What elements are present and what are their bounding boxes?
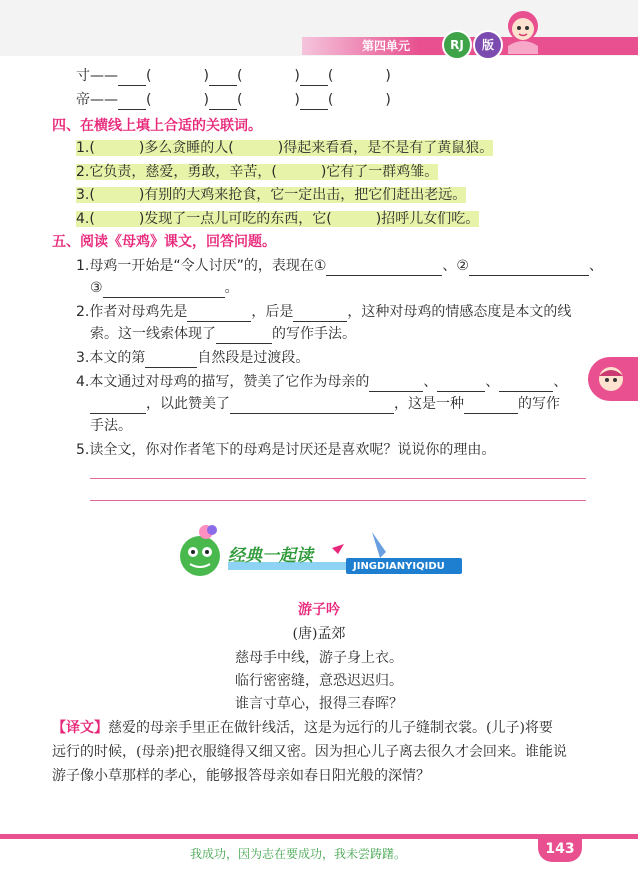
q2-line2: 索。这一线索体现了 的写作手法。 (90, 326, 356, 342)
footer-slogan: 我成功，因为志在要成功，我未尝踌躇。 (190, 847, 407, 861)
translation-line-2: 远行的时候，(母亲)把衣服缝得又细又密。因为担心儿子离去很久才会回来。谁能说 (52, 744, 567, 760)
mascot-face-icon (596, 364, 626, 394)
checker-decoration (546, 38, 638, 52)
answer-blank[interactable] (118, 93, 146, 110)
q4-line3: 手法。 (90, 418, 132, 434)
q5-line: 5.读全文，你对作者笔下的母鸡是讨厌还是喜欢呢？说说你的理由。 (76, 442, 496, 458)
answer-blank[interactable] (326, 259, 442, 276)
q1-line1: 1.母鸡一开始是“令人讨厌”的，表现在① 、② 、 (76, 258, 603, 274)
poem-line-3: 谁言寸草心，报得三春晖？ (235, 696, 403, 712)
sec4-item-1: 1.( )多么贪睡的人( )得起来看看，是不是有了黄鼠狼。 (76, 140, 494, 156)
paren-close: ) (385, 68, 391, 84)
paren-close: ) (385, 92, 391, 108)
paren-close: ) (294, 92, 300, 108)
paren-open: ( (236, 68, 243, 84)
reading-tag-title: 经典一起读 (228, 546, 313, 566)
answer-blank[interactable] (293, 305, 347, 322)
translation-line-1: 【译文】慈爱的母亲手里正在做针线活，这是为远行的儿子缝制衣裳。(儿子)将要 (52, 720, 553, 736)
section-4-title: 四、在横线上填上合适的关联词。 (52, 118, 262, 134)
q1-line2: ③ 。 (90, 280, 239, 296)
di-row (76, 90, 391, 110)
paren-open: ( (146, 68, 152, 84)
paren-open: ( (146, 92, 152, 108)
answer-blank[interactable] (300, 93, 328, 110)
edition-badge-rj: RJ (442, 30, 472, 60)
cun-char: 寸—— (76, 68, 118, 84)
sec4-item-4: 4.( )发现了一点儿可吃的东西，它( )招呼儿女们吃。 (76, 211, 480, 227)
sec4-item-3: 3.( )有别的大鸡来抢食，它一定出击，把它们赶出老远。 (76, 187, 467, 203)
poem-title: 游子吟 (298, 602, 340, 618)
answer-blank[interactable] (103, 281, 225, 298)
answer-blank[interactable] (499, 375, 553, 392)
unit-title: 第四单元 (362, 39, 411, 53)
paren-close: ) (203, 92, 209, 108)
answer-blank[interactable] (369, 375, 423, 392)
edition-badge-ban: 版 (473, 30, 503, 60)
answer-line-1[interactable] (90, 478, 586, 479)
answer-blank[interactable] (437, 375, 485, 392)
di-char: 帝—— (76, 92, 118, 108)
answer-blank[interactable] (216, 327, 272, 344)
page-number: 143 (538, 836, 582, 862)
answer-blank[interactable] (230, 397, 394, 414)
q4-line1: 4.本文通过对母鸡的描写，赞美了它作为母亲的 、 、 、 (76, 374, 568, 390)
answer-blank[interactable] (187, 305, 251, 322)
q3-line: 3.本文的第 自然段是过渡段。 (76, 350, 310, 366)
q4-line2: ，以此赞美了 ，这是一种 的写作 (90, 394, 560, 414)
answer-blank[interactable] (209, 69, 237, 86)
answer-blank[interactable] (209, 93, 237, 110)
reading-banner (176, 522, 466, 582)
answer-blank[interactable] (118, 69, 146, 86)
answer-line-2[interactable] (90, 500, 586, 501)
poem-line-1: 慈母手中线，游子身上衣。 (235, 650, 403, 666)
answer-blank[interactable] (469, 259, 589, 276)
poem-line-2: 临行密密缝，意恐迟迟归。 (235, 673, 403, 689)
cun-row (76, 66, 391, 86)
mascot-girl-icon (500, 6, 546, 54)
sec4-item-2: 2.它负责，慈爱，勇敢，辛苦，( )它有了一群鸡雏。 (76, 164, 439, 180)
reading-tag-pinyin: JINGDIANYIQIDU (353, 561, 445, 572)
paren-close: ) (203, 68, 209, 84)
translation-line-3: 游子像小草那样的孝心，能够报答母亲如春日阳光般的深情？ (52, 768, 430, 784)
answer-blank[interactable] (300, 69, 328, 86)
paren-open: ( (236, 92, 243, 108)
q2-line1: 2.作者对母鸡先是 ，后是 ，这种对母鸡的情感态度是本文的线 (76, 304, 572, 320)
paren-open: ( (327, 68, 334, 84)
answer-blank[interactable] (464, 397, 518, 414)
answer-blank[interactable] (145, 351, 197, 368)
section-5-title: 五、阅读《母鸡》课文，回答问题。 (52, 234, 276, 250)
answer-blank[interactable] (90, 397, 146, 414)
paren-close: ) (294, 68, 300, 84)
poem-author: (唐)孟郊 (292, 626, 346, 642)
translation-label: 【译文】 (52, 720, 108, 736)
paren-open: ( (327, 92, 334, 108)
